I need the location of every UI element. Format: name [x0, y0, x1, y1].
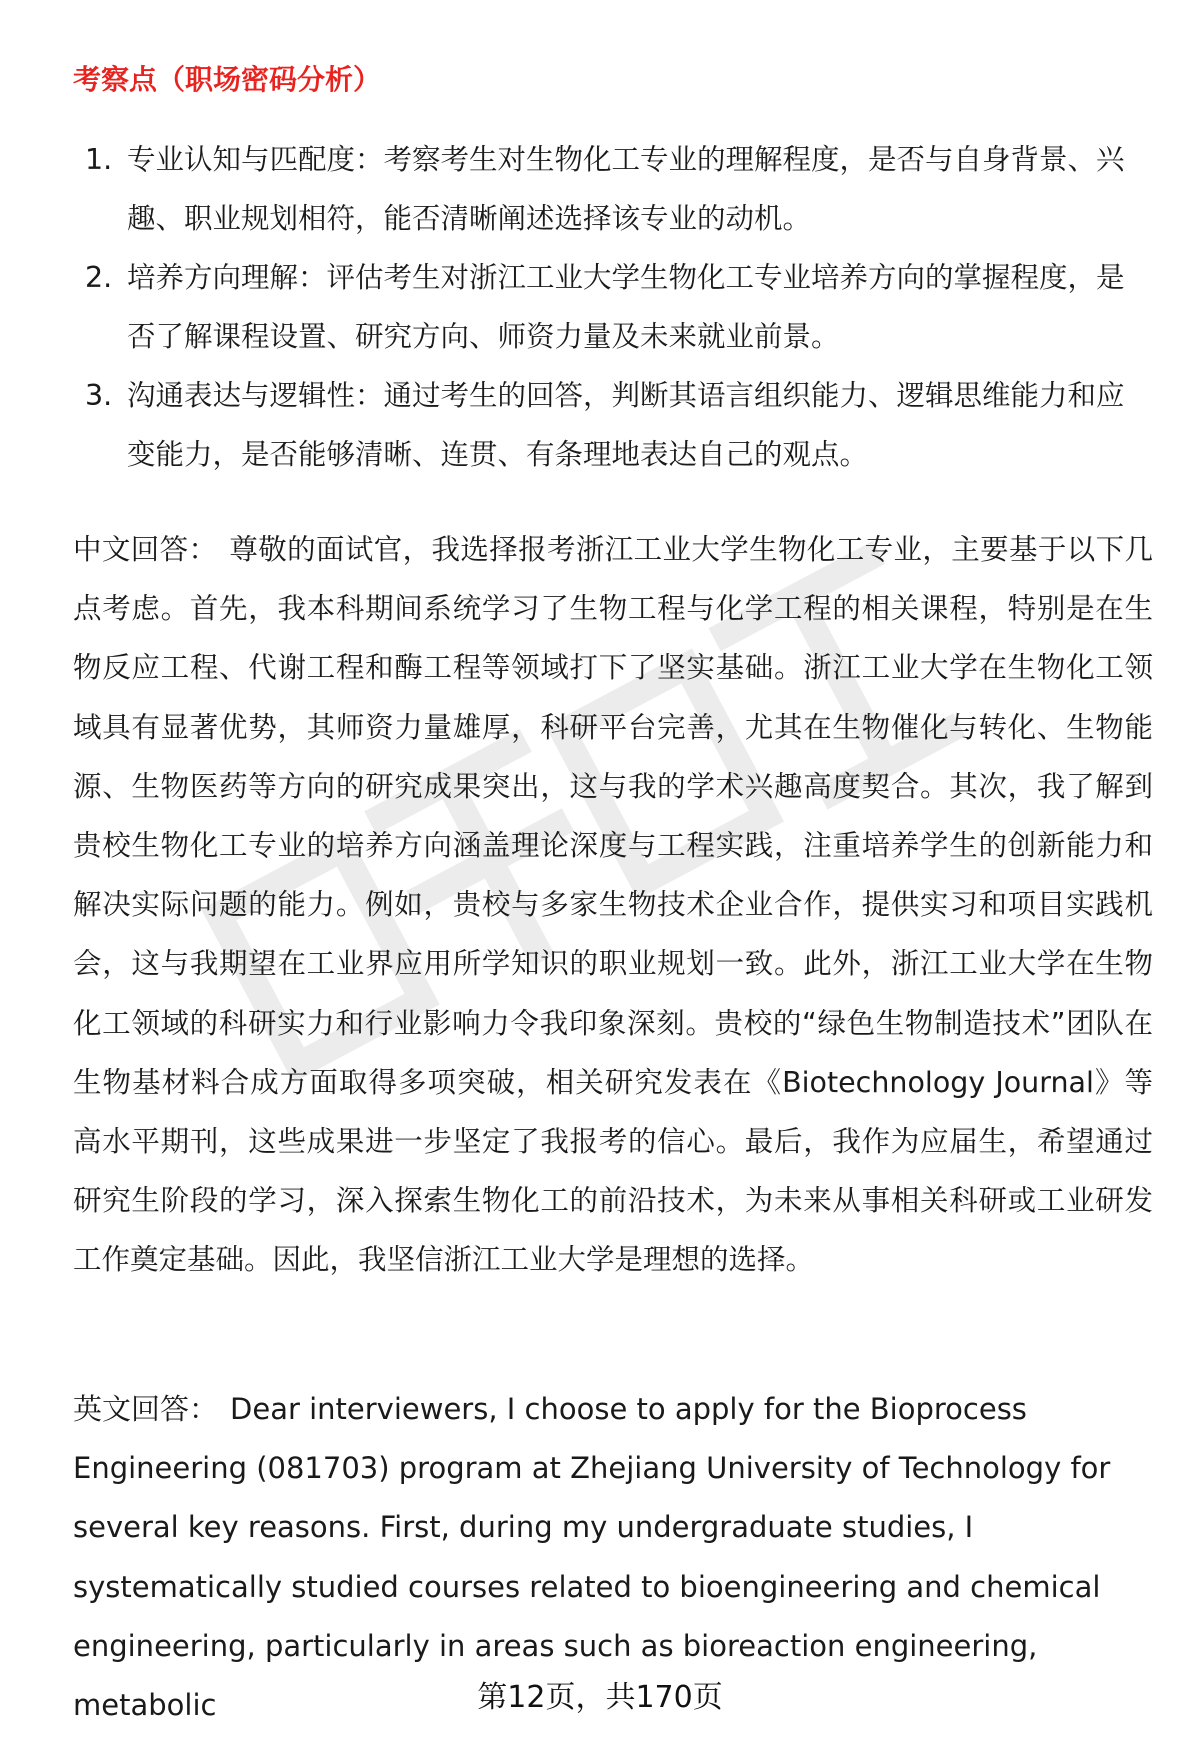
list-item-number: 1. — [85, 143, 113, 176]
assessment-points-list — [73, 130, 1143, 484]
list-item-text: 专业认知与匹配度：考察考生对生物化工专业的理解程度，是否与自身背景、兴趣、职业规划相符，能否清晰阐述选择该专业的动机。 — [127, 143, 1125, 235]
list-item — [73, 130, 1143, 248]
list-item-text: 培养方向理解：评估考生对浙江工业大学生物化工专业培养方向的掌握程度，是否了解课程设置、研究方向、师资力量及未来就业前景。 — [127, 261, 1125, 353]
english-answer-label: 英文回答： — [73, 1392, 219, 1426]
chinese-answer-text: 尊敬的面试官，我选择报考浙江工业大学生物化工专业，主要基于以下几点考虑。首先，我本科期间系统学习了生物工程与化学工程的相关课程，特别是在生物反应工程、代谢工程和酶工程等领域打下了坚实基础。浙江工业大学在生物化工领域具有显著优势，其师资力量雄厚，科研平台完善，尤其在生物催化与转化、生物能源、生物医药等方向的研究成果突出，这与我的学术兴趣高度契合。其次，我了解到贵校生物化工专业的培养方向涵盖理论深度与工程实践，注重培养学生的创新能力和解决实际问题的能力。例如，贵校与多家生物技术企业合作，提供实习和项目实践机会，这与我期望在工业界应用所学知识的职业规划一致。此外，浙江工业大学在生物化工领域的科研实力和行业影响力令我印象深刻。贵校的“绿色生物制造技术”团队在生物基材料合成方面取得多项突破，相关研究发表在《Biotechnology Journal》等高水平期刊，这些成果进一步坚定了我报考的信心。最后，我作为应届生，希望通过研究生阶段的学习，深入探索生物化工的前沿技术，为未来从事相关科研或工业研发工作奠定基础。因此，我坚信浙江工业大学是理想的选择。 — [73, 533, 1153, 1277]
chinese-answer-paragraph — [73, 520, 1153, 1290]
chinese-answer-label: 中文回答： — [73, 533, 218, 566]
list-item-number: 2. — [85, 261, 113, 294]
page-number-footer: 第12页，共170页 — [477, 1680, 723, 1715]
list-item — [73, 248, 1143, 366]
list-item — [73, 366, 1143, 484]
section-title: 考察点（职场密码分析） — [73, 63, 382, 96]
english-answer-text: Dear interviewers, I choose to apply for the Bioprocess Engineering (081703) program at Zhejiang University of Technology for several key reasons. First, during my undergraduate studies, I systematically studied courses related to bioengineering and chemical engineering, particularly in areas such as bioreaction engineering, metabolic — [73, 1392, 1111, 1723]
list-item-text: 沟通表达与逻辑性：通过考生的回答，判断其语言组织能力、逻辑思维能力和应变能力，是否能够清晰、连贯、有条理地表达自己的观点。 — [127, 379, 1125, 471]
list-item-number: 3. — [85, 379, 113, 412]
